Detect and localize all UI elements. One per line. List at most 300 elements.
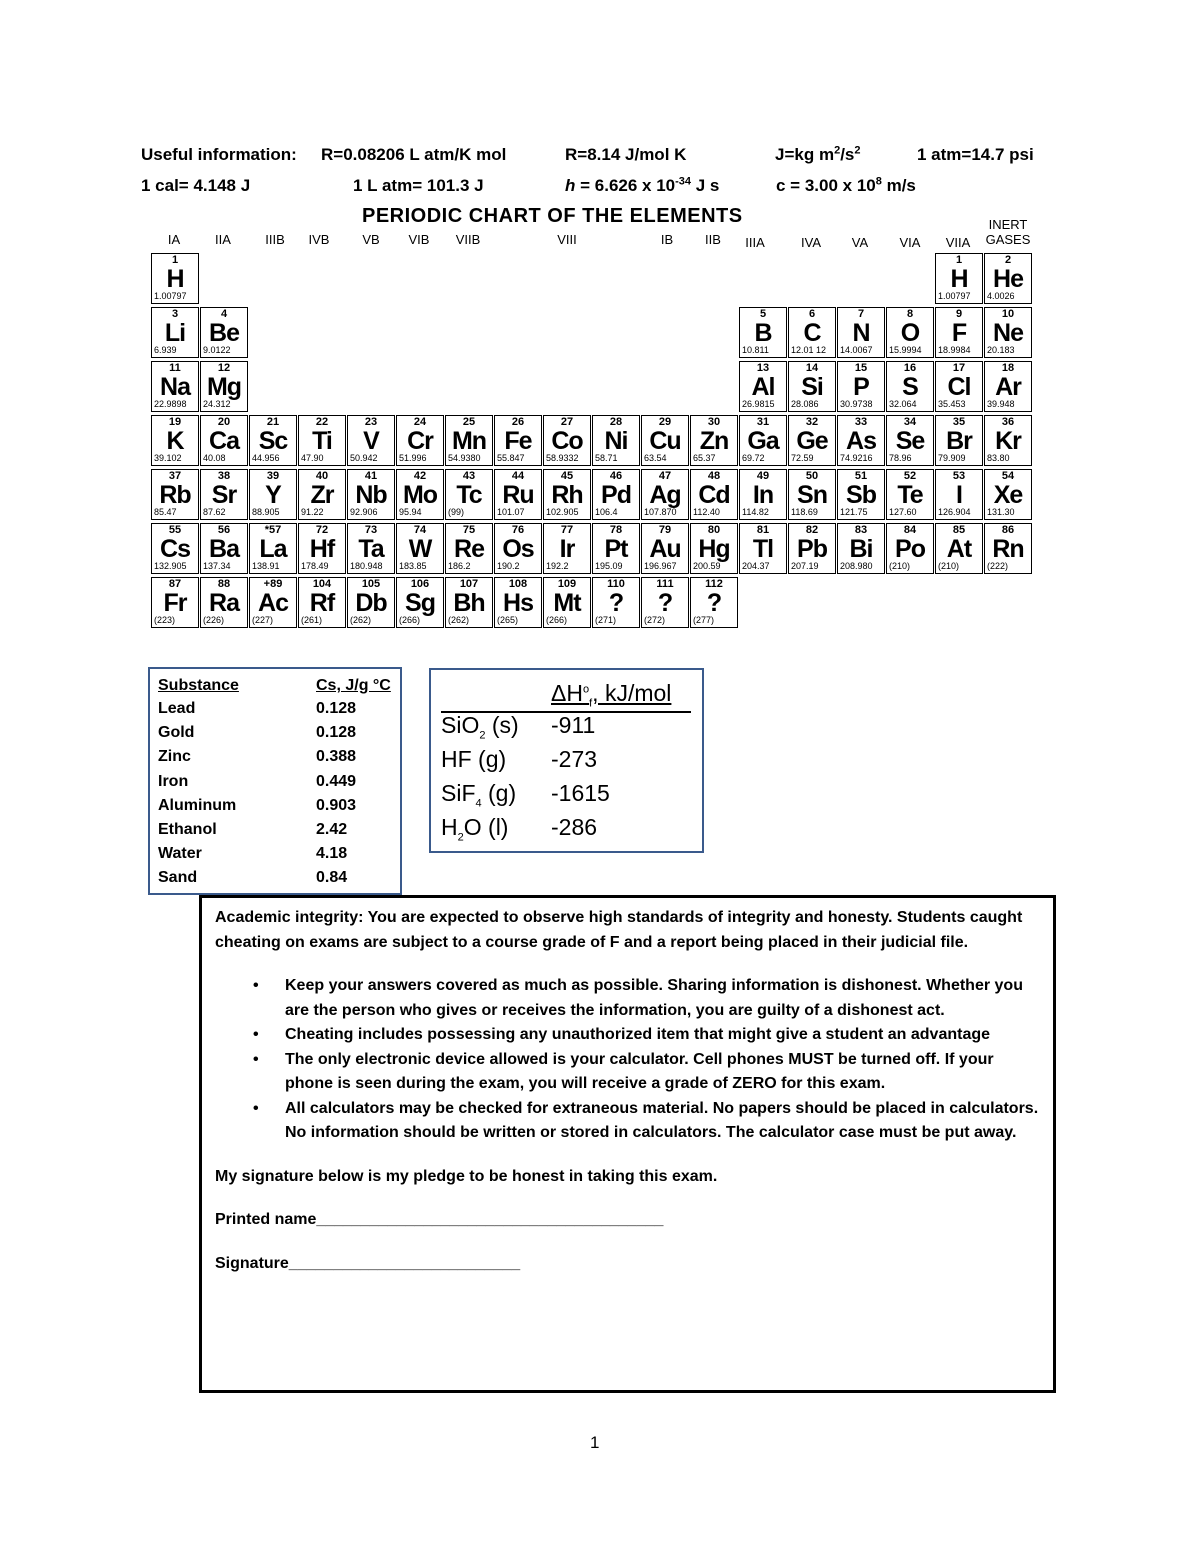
atomic-mass: 92.906 <box>350 507 378 517</box>
element-symbol: Os <box>502 535 534 563</box>
element-symbol: Tl <box>752 535 774 563</box>
element-symbol: P <box>853 373 869 401</box>
element-cell <box>592 523 640 574</box>
element-cell <box>592 415 640 466</box>
element-symbol: Li <box>164 319 186 347</box>
atomic-mass: 74.9216 <box>840 453 873 463</box>
element-cell <box>788 307 836 358</box>
element-cell <box>690 469 738 520</box>
enthalpy-value: -286 <box>551 814 598 840</box>
atomic-mass: 78.96 <box>889 453 912 463</box>
element-cell <box>151 307 199 358</box>
atomic-number: 12 <box>217 362 231 374</box>
atomic-mass: 39.948 <box>987 399 1015 409</box>
atomic-number: 50 <box>805 470 819 482</box>
element-symbol: Hs <box>503 589 533 617</box>
substance-name: Lead <box>158 700 196 717</box>
element-symbol: Sg <box>405 589 435 617</box>
atomic-number: 55 <box>168 524 182 536</box>
specific-heat-value: 4.18 <box>316 845 348 863</box>
atomic-mass: 114.82 <box>742 507 769 517</box>
atomic-mass: 106.4 <box>595 507 618 517</box>
atomic-mass: 15.9994 <box>889 345 922 355</box>
element-cell <box>690 415 738 466</box>
element-cell <box>298 415 346 466</box>
element-cell <box>837 469 885 520</box>
atomic-mass: 126.904 <box>938 507 971 517</box>
atomic-number: 17 <box>952 362 966 374</box>
element-cell <box>298 469 346 520</box>
element-symbol: Hf <box>309 535 335 563</box>
element-symbol: Fr <box>163 589 187 617</box>
specific-heat-row <box>158 700 357 718</box>
speed-of-light: c = 3.00 x $10^8$ m/s <box>776 175 916 195</box>
atomic-number: 112 <box>705 578 723 590</box>
element-symbol: Ni <box>604 427 628 455</box>
group-label: IVA <box>801 235 821 250</box>
atomic-mass: 47.90 <box>301 453 324 463</box>
atomic-mass: 26.9815 <box>742 399 775 409</box>
element-symbol: Pd <box>601 481 631 509</box>
atomic-mass: 1.00797 <box>154 291 187 301</box>
specific-heat-row <box>158 869 348 887</box>
substance-header: Substance <box>158 677 239 694</box>
atomic-mass: 51.996 <box>399 453 427 463</box>
atomic-mass: 186.2 <box>448 561 471 571</box>
group-label: IIA <box>215 232 231 247</box>
element-cell <box>886 361 934 412</box>
element-cell <box>984 307 1032 358</box>
element-symbol: O <box>900 319 920 347</box>
element-cell <box>837 415 885 466</box>
group-label: VIIA <box>945 235 971 250</box>
element-cell <box>886 307 934 358</box>
atomic-mass: 107.870 <box>644 507 677 517</box>
element-cell <box>788 415 836 466</box>
element-symbol: F <box>951 319 967 347</box>
atomic-number: 47 <box>658 470 672 482</box>
atomic-mass: 22.9898 <box>154 399 187 409</box>
atomic-number: 73 <box>364 524 378 536</box>
element-symbol: Bh <box>453 589 485 617</box>
element-symbol: Po <box>895 535 925 563</box>
element-symbol: V <box>363 427 379 455</box>
integrity-intro: Academic integrity: You are expected to observe high standards of integrity and honesty. Students caught cheating on exams are subject to a course grade of F and a report being placed in their judicial file. <box>215 909 1023 951</box>
atomic-number: 20 <box>217 416 231 428</box>
atomic-mass: (261) <box>301 615 323 625</box>
atomic-number: 26 <box>511 416 525 428</box>
atomic-number: 51 <box>854 470 868 482</box>
atomic-number: 21 <box>266 416 280 428</box>
element-symbol: Ir <box>559 535 575 563</box>
atomic-mass: 55.847 <box>497 453 525 463</box>
atomic-mass: 83.80 <box>987 453 1010 463</box>
element-symbol: At <box>946 535 972 563</box>
element-symbol: Tc <box>456 481 482 509</box>
specific-heat-value: 0.128 <box>316 700 357 717</box>
element-symbol: As <box>846 427 876 455</box>
atomic-number: 29 <box>658 416 672 428</box>
atomic-mass: (262) <box>350 615 372 625</box>
element-cell <box>151 253 199 304</box>
atomic-number: 42 <box>413 470 427 482</box>
element-cell <box>739 469 787 520</box>
element-cell <box>494 415 542 466</box>
specific-heat-value: 0.128 <box>316 724 357 742</box>
element-cell <box>886 523 934 574</box>
group-label: VIII <box>557 232 577 247</box>
atomic-number: 88 <box>217 578 231 590</box>
atomic-number: 7 <box>857 308 865 320</box>
atomic-number: 14 <box>805 362 819 374</box>
atomic-mass: 9.0122 <box>203 345 231 355</box>
atomic-number: 33 <box>854 416 868 428</box>
element-cell <box>151 415 199 466</box>
atomic-mass: 65.37 <box>693 453 716 463</box>
atomic-mass: (223) <box>154 615 176 625</box>
gas-constant-atm: R=0.08206 L atm/K mol <box>321 145 507 164</box>
element-symbol: Sn <box>797 481 827 509</box>
compound-formula: HF (g) <box>441 746 507 772</box>
enthalpy-row <box>441 712 596 742</box>
element-cell <box>151 469 199 520</box>
specific-heat-row <box>158 724 357 742</box>
element-cell <box>200 469 248 520</box>
atomic-number: 48 <box>707 470 721 482</box>
element-symbol: Br <box>946 427 972 455</box>
element-cell <box>837 361 885 412</box>
atomic-mass: 180.948 <box>350 561 383 571</box>
atomic-number: 76 <box>511 524 525 536</box>
element-symbol: Si <box>801 373 823 401</box>
atomic-number: 5 <box>759 308 767 320</box>
element-cell <box>200 361 248 412</box>
element-symbol: Ga <box>747 427 779 455</box>
atomic-mass: (99) <box>448 507 465 517</box>
atomic-number: 22 <box>315 416 329 428</box>
element-cell <box>592 577 640 628</box>
atomic-mass: 87.62 <box>203 507 226 517</box>
element-cell <box>788 523 836 574</box>
element-symbol: ? <box>657 589 673 617</box>
element-symbol: Ba <box>209 535 239 563</box>
element-cell <box>396 577 444 628</box>
element-cell <box>298 577 346 628</box>
atomic-number: 45 <box>560 470 574 482</box>
element-symbol: Kr <box>995 427 1021 455</box>
element-cell <box>249 469 297 520</box>
element-cell <box>984 469 1032 520</box>
atomic-number: 18 <box>1001 362 1015 374</box>
atomic-mass: 91.22 <box>301 507 324 517</box>
atomic-number: 53 <box>952 470 966 482</box>
element-symbol: H <box>950 265 968 293</box>
group-label: IVB <box>308 232 330 247</box>
atomic-number: *57 <box>264 524 282 536</box>
specific-heat-row <box>158 772 357 791</box>
element-cell <box>984 523 1032 574</box>
specific-heat-value: 0.449 <box>316 772 357 790</box>
atomic-number: 108 <box>508 578 528 590</box>
element-symbol: He <box>993 265 1023 293</box>
substance-name: Sand <box>158 869 198 887</box>
element-symbol: Au <box>649 535 681 563</box>
atomic-mass: 118.69 <box>791 507 818 517</box>
atomic-number: 111 <box>656 578 674 590</box>
atomic-mass: 30.9738 <box>840 399 873 409</box>
element-cell <box>641 469 689 520</box>
atomic-number: 44 <box>511 470 525 482</box>
atomic-number: 16 <box>903 362 917 374</box>
atomic-number: 83 <box>854 524 868 536</box>
specific-heat-table <box>148 667 402 895</box>
atomic-mass: 28.086 <box>791 399 819 409</box>
element-symbol: Ta <box>358 535 384 563</box>
atomic-number: 49 <box>756 470 770 482</box>
element-symbol: La <box>259 535 287 563</box>
element-cell <box>298 523 346 574</box>
element-symbol: Zn <box>699 427 729 455</box>
element-cell <box>445 523 493 574</box>
element-symbol: Rn <box>992 535 1024 563</box>
calorie-conversion: 1 cal= 4.148 J <box>141 176 251 195</box>
atomic-mass: (227) <box>252 615 274 625</box>
atomic-mass: 50.942 <box>350 453 378 463</box>
atomic-number: 4 <box>220 308 228 320</box>
atomic-mass: 112.40 <box>693 507 720 517</box>
printed-name-field[interactable]: Printed name_______________________________________ <box>215 1211 664 1228</box>
element-cell <box>445 415 493 466</box>
atomic-number: 56 <box>217 524 231 536</box>
element-cell <box>788 469 836 520</box>
element-symbol: Re <box>454 535 484 563</box>
page-number: 1 <box>590 1433 600 1452</box>
atomic-mass: 40.08 <box>203 453 226 463</box>
atomic-mass: (272) <box>644 615 666 625</box>
element-cell <box>396 415 444 466</box>
element-symbol: ? <box>608 589 624 617</box>
atomic-number: 31 <box>756 416 770 428</box>
element-cell <box>935 469 983 520</box>
atomic-number: 19 <box>168 416 182 428</box>
periodic-chart-title: PERIODIC CHART OF THE ELEMENTS <box>362 205 743 227</box>
group-label: IA <box>167 232 181 247</box>
element-cell <box>739 523 787 574</box>
atomic-number: 72 <box>315 524 329 536</box>
atomic-number: 109 <box>557 578 577 590</box>
specific-heat-value: 0.388 <box>316 748 357 766</box>
atomic-mass: 204.37 <box>742 561 770 571</box>
element-cell <box>151 523 199 574</box>
atomic-number: 13 <box>756 362 770 374</box>
atomic-number: 107 <box>459 578 479 590</box>
atomic-mass: 178.49 <box>301 561 329 571</box>
atomic-mass: 24.312 <box>203 399 231 409</box>
element-symbol: Mt <box>553 589 581 617</box>
element-cell <box>151 361 199 412</box>
atomic-mass: (210) <box>938 561 960 571</box>
element-cell <box>739 361 787 412</box>
atomic-number: 32 <box>805 416 819 428</box>
atomic-mass: (265) <box>497 615 519 625</box>
atomic-number: 36 <box>1001 416 1015 428</box>
element-cell <box>788 361 836 412</box>
atomic-number: 15 <box>854 362 868 374</box>
element-cell <box>837 523 885 574</box>
atomic-mass: 207.19 <box>791 561 819 571</box>
element-symbol: Ar <box>995 373 1021 401</box>
element-symbol: Ge <box>796 427 828 455</box>
atomic-number: 41 <box>364 470 378 482</box>
group-label: VIA <box>899 235 921 250</box>
element-symbol: Ne <box>993 319 1023 347</box>
atomic-number: 105 <box>361 578 381 590</box>
integrity-rule: • Cheating includes possessing any unauthorized item that might give a student an advantage <box>285 1023 1045 1048</box>
atomic-number: 81 <box>756 524 770 536</box>
atomic-mass: (226) <box>203 615 225 625</box>
atomic-mass: (262) <box>448 615 470 625</box>
atomic-mass: 127.60 <box>889 507 917 517</box>
atomic-mass: 72.59 <box>791 453 814 463</box>
atomic-number: 78 <box>609 524 623 536</box>
element-cell <box>200 523 248 574</box>
enthalpy-row <box>441 746 598 773</box>
element-cell <box>396 523 444 574</box>
element-cell <box>984 253 1032 304</box>
element-symbol: Rf <box>309 589 335 617</box>
element-cell <box>739 415 787 466</box>
atomic-mass: 195.09 <box>595 561 623 571</box>
element-symbol: Ag <box>649 481 681 509</box>
atomic-number: 77 <box>560 524 574 536</box>
atomic-number: 2 <box>1004 254 1012 266</box>
honesty-pledge: My signature below is my pledge to be honest in taking this exam. <box>215 1167 718 1185</box>
atomic-number: 11 <box>169 362 181 374</box>
compound-formula: $H_2O$ (l) <box>441 814 509 844</box>
element-symbol: K <box>166 427 184 455</box>
atomic-number: 23 <box>364 416 378 428</box>
atomic-mass: 208.980 <box>840 561 873 571</box>
element-cell <box>543 523 591 574</box>
element-cell <box>641 415 689 466</box>
atomic-number: 82 <box>805 524 819 536</box>
enthalpy-value: -273 <box>551 746 598 772</box>
element-symbol: Xe <box>993 481 1023 509</box>
integrity-rules-list <box>215 974 1045 1146</box>
element-symbol: Rb <box>159 481 191 509</box>
element-cell <box>984 415 1032 466</box>
atomic-mass: 138.91 <box>252 561 280 571</box>
atomic-mass: (266) <box>399 615 421 625</box>
element-cell <box>886 415 934 466</box>
substance-name: Water <box>158 845 202 863</box>
element-cell <box>200 577 248 628</box>
atm-psi-conversion: 1 atm=14.7 psi <box>917 145 1034 164</box>
atomic-mass: 12.01 12 <box>791 345 827 355</box>
group-label: VB <box>362 232 380 247</box>
atomic-mass: 20.183 <box>987 345 1015 355</box>
element-symbol: Al <box>751 373 775 401</box>
substance-name: Zinc <box>158 748 191 766</box>
element-cell <box>935 307 983 358</box>
specific-heat-value: 0.84 <box>316 869 348 887</box>
element-symbol: Ca <box>209 427 239 455</box>
element-symbol: Ra <box>209 589 239 617</box>
element-cell <box>151 577 199 628</box>
group-label: IIIA <box>745 235 765 250</box>
element-symbol: Zr <box>310 481 334 509</box>
element-symbol: W <box>408 535 432 563</box>
inert-gases-label: INERT GASES <box>985 217 1031 247</box>
element-symbol: Te <box>897 481 923 509</box>
element-symbol: Cr <box>407 427 433 455</box>
atomic-mass: 44.956 <box>252 453 280 463</box>
atomic-mass: 1.00797 <box>938 291 971 301</box>
atomic-number: 39 <box>266 470 280 482</box>
element-cell <box>200 415 248 466</box>
substance-name: Ethanol <box>158 821 217 838</box>
substance-name: Aluminum <box>158 796 237 814</box>
element-cell <box>592 469 640 520</box>
atomic-mass: 63.54 <box>644 453 667 463</box>
group-label: IB <box>660 232 674 247</box>
element-cell <box>249 523 297 574</box>
atomic-number: 9 <box>955 308 963 320</box>
element-symbol: Co <box>551 427 583 455</box>
atomic-number: 1 <box>171 254 179 266</box>
group-label: IIB <box>705 232 721 247</box>
specific-heat-value: 0.903 <box>316 796 357 814</box>
element-cell <box>396 469 444 520</box>
atomic-number: 52 <box>903 470 917 482</box>
element-symbol: I <box>956 481 962 509</box>
element-cell <box>935 415 983 466</box>
gas-constant-joule: R=8.14 J/mol K <box>565 145 687 164</box>
element-cell <box>886 469 934 520</box>
element-cell <box>935 523 983 574</box>
element-cell <box>445 577 493 628</box>
atomic-number: 110 <box>607 578 625 590</box>
integrity-rule: • Keep your answers covered as much as possible. Sharing information is dishonest. Whether you are the person who gives or receives the information, you are guilty of a dishonest act. <box>285 974 1045 1023</box>
element-symbol: Cd <box>698 481 730 509</box>
element-symbol: Mn <box>451 427 487 455</box>
signature-field[interactable]: Signature__________________________ <box>215 1254 521 1272</box>
atomic-mass: 183.85 <box>399 561 427 571</box>
element-cell <box>494 469 542 520</box>
atomic-number: 54 <box>1001 470 1015 482</box>
element-symbol: Cs <box>160 535 190 563</box>
atomic-mass: 58.9332 <box>546 453 579 463</box>
element-cell <box>494 577 542 628</box>
atomic-number: 74 <box>413 524 427 536</box>
element-symbol: Sc <box>258 427 288 455</box>
atomic-number: 46 <box>609 470 623 482</box>
atomic-number: 25 <box>462 416 476 428</box>
substance-name: Iron <box>158 772 189 790</box>
atomic-mass: 54.9380 <box>448 453 481 463</box>
element-symbol: In <box>752 481 774 509</box>
atomic-mass: 95.94 <box>399 507 422 517</box>
atomic-number: 75 <box>462 524 476 536</box>
atomic-number: 40 <box>315 470 329 482</box>
atomic-number: 35 <box>952 416 966 428</box>
atomic-mass: 192.2 <box>546 561 569 571</box>
atomic-number: 8 <box>906 308 914 320</box>
element-symbol: Ac <box>258 589 288 617</box>
useful-info-label: Useful information: <box>141 145 297 164</box>
element-cell <box>200 307 248 358</box>
atomic-mass: 58.71 <box>595 453 618 463</box>
